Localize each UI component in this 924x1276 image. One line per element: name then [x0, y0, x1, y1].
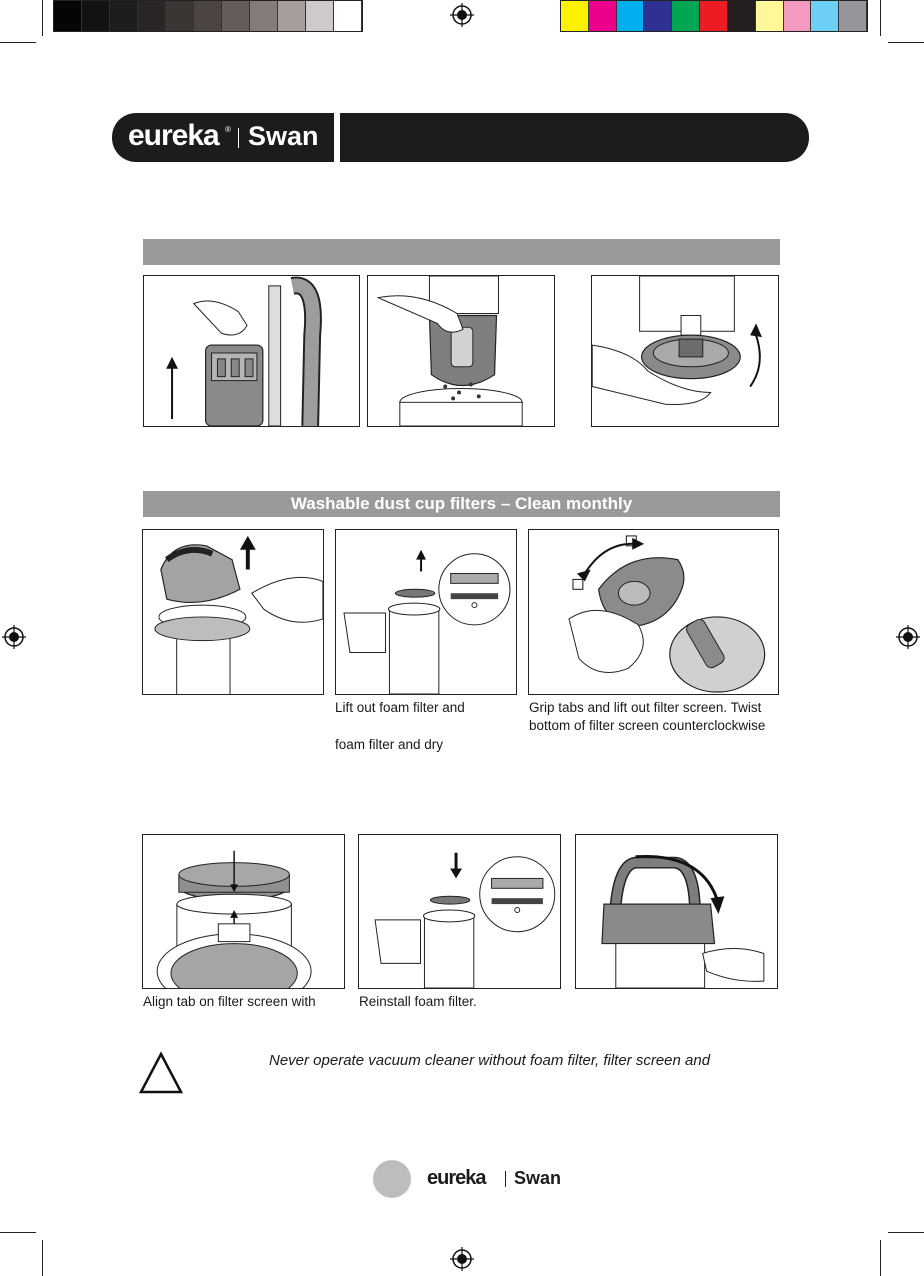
color-swatch: [561, 1, 589, 31]
crop-mark: [888, 1232, 924, 1233]
color-swatch: [334, 1, 362, 31]
color-swatch: [306, 1, 334, 31]
registration-mark-bottom-icon: [450, 1247, 474, 1271]
illustration-reinstall-foam-filter: [358, 834, 561, 989]
header-brand-bar: [112, 113, 809, 162]
eureka-logo: eureka: [128, 119, 219, 152]
color-swatch: [672, 1, 700, 31]
caption-step2-line2: foam filter and dry: [335, 737, 444, 752]
illustration-replace-lid: [575, 834, 778, 989]
color-swatch: [138, 1, 166, 31]
crop-mark: [42, 1240, 43, 1276]
color-swatch: [756, 1, 784, 31]
color-swatch: [728, 1, 756, 31]
footer-eureka-logo: eureka: [427, 1167, 486, 1189]
color-swatch: [644, 1, 672, 31]
warning-text: Never operate vacuum cleaner without foam filter, filter screen and: [269, 1052, 711, 1069]
color-swatch: [839, 1, 867, 31]
illustration-twist-lid: [591, 275, 779, 427]
caption-step3-line2: bottom of filter screen counterclockwise: [529, 718, 766, 733]
illustration-empty-dust-cup: [367, 275, 555, 427]
color-swatch: [589, 1, 617, 31]
illustration-align-filter-screen: [142, 834, 345, 989]
crop-mark: [880, 0, 881, 36]
registration-mark-left-icon: [2, 625, 26, 649]
section-bar-empty: [143, 239, 780, 265]
color-swatch: [700, 1, 728, 31]
section-bar-washable-filters: Washable dust cup filters – Clean monthly: [143, 491, 780, 517]
color-swatch: [278, 1, 306, 31]
crop-mark: [0, 42, 36, 43]
warning-symbol: !: [158, 1068, 164, 1085]
caption-reassemble-align: Align tab on filter screen with: [143, 994, 316, 1009]
registration-mark-right-icon: [896, 625, 920, 649]
illustration-lift-dust-cup: [143, 275, 360, 427]
color-swatch: [194, 1, 222, 31]
registered-mark: ®: [225, 125, 231, 134]
caption-step3-line1: Grip tabs and lift out filter screen. Twist: [529, 700, 762, 715]
color-swatch: [54, 1, 82, 31]
color-swatch: [110, 1, 138, 31]
illustration-lift-foam-filter: [335, 529, 517, 695]
caption-reassemble-foam: Reinstall foam filter.: [359, 994, 477, 1009]
color-swatch: [617, 1, 645, 31]
footer-swan-logo: Swan: [514, 1168, 562, 1188]
grayscale-color-bar: [53, 0, 363, 32]
process-color-bar: [560, 0, 868, 32]
color-swatch: [250, 1, 278, 31]
color-swatch: [82, 1, 110, 31]
brand-logo-block: [112, 113, 334, 162]
crop-mark: [888, 42, 924, 43]
footer-logo-divider: [505, 1171, 506, 1187]
logo-divider: [238, 128, 239, 148]
color-swatch: [811, 1, 839, 31]
registration-mark-top-icon: [450, 3, 474, 27]
crop-mark: [42, 0, 43, 36]
crop-mark: [0, 1232, 36, 1233]
illustration-filter-screen: [528, 529, 779, 695]
caption-step2-line1: Lift out foam filter and: [335, 700, 465, 715]
illustration-remove-lid: [142, 529, 324, 695]
color-swatch: [222, 1, 250, 31]
swan-logo: Swan: [248, 121, 319, 151]
page-number-badge: [373, 1160, 411, 1198]
color-swatch: [784, 1, 812, 31]
crop-mark: [880, 1240, 881, 1276]
color-swatch: [166, 1, 194, 31]
header-title-block: [340, 113, 809, 162]
